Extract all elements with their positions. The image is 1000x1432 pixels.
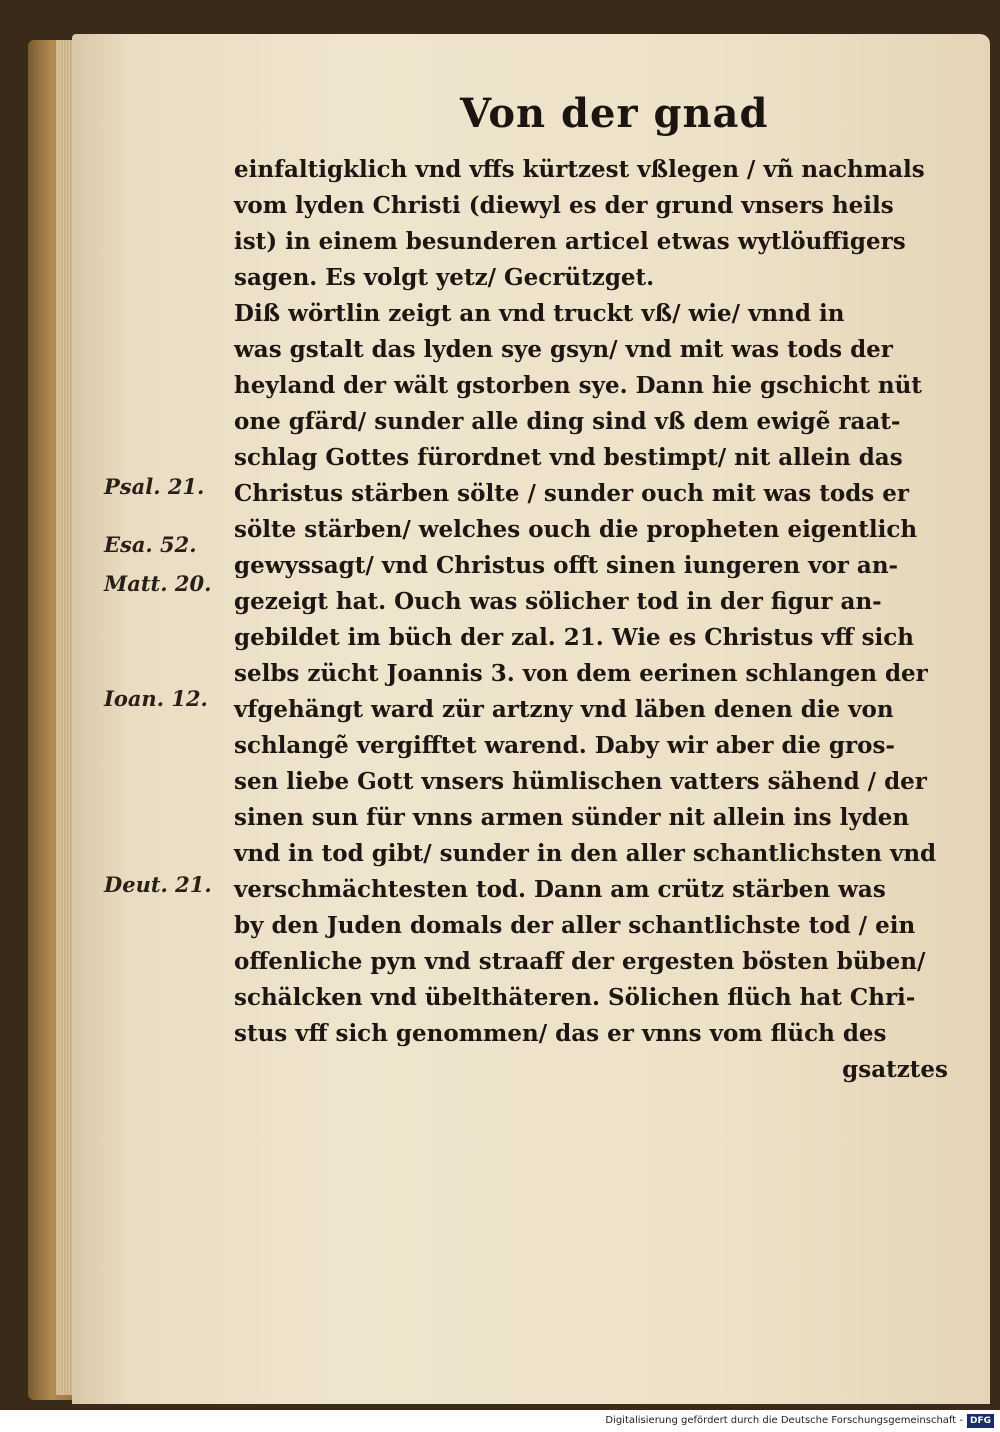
text-line: vom lyden Christi (diewyl es der grund vnsers heils bbox=[234, 192, 894, 219]
dfg-logo: DFG bbox=[967, 1414, 994, 1428]
text-line: was gstalt das lyden sye gsyn/ vnd mit was tods der bbox=[234, 336, 893, 363]
text-line: Diß wörtlin zeigt an vnd truckt vß/ wie/ vnnd in bbox=[234, 300, 845, 327]
text-line: selbs zücht Joannis 3. von dem eerinen schlangen der bbox=[234, 660, 928, 687]
text-line: gezeigt hat. Ouch was sölicher tod in der figur an- bbox=[234, 588, 882, 615]
margin-note-deuteronomy: Deut. 21. bbox=[104, 872, 212, 897]
margin-note-matthew: Matt. 20. bbox=[104, 571, 212, 596]
margin-note-john: Ioan. 12. bbox=[104, 686, 208, 711]
body-text bbox=[234, 152, 954, 1088]
text-line: vfgehängt ward zür artzny vnd läben denen die von bbox=[234, 696, 894, 723]
running-headline: Von der gnad bbox=[460, 90, 769, 137]
text-line: schlag Gottes fürordnet vnd bestimpt/ nit allein das bbox=[234, 444, 903, 471]
text-line: sen liebe Gott vnsers hümlischen vatters sähend / der bbox=[234, 768, 927, 795]
digitization-footer bbox=[0, 1410, 1000, 1431]
text-line: schälcken vnd übelthäteren. Sölichen flüch hat Chri- bbox=[234, 984, 916, 1011]
text-line: stus vff sich genommen/ das er vnns vom flüch des bbox=[234, 1020, 887, 1047]
text-line: gebildet im büch der zal. 21. Wie es Christus vff sich bbox=[234, 624, 915, 651]
text-line: gewyssagt/ vnd Christus offt sinen iungeren vor an- bbox=[234, 552, 899, 579]
text-line: schlangẽ vergifftet warend. Daby wir aber die gros- bbox=[234, 732, 895, 759]
text-line: heyland der wält gstorben sye. Dann hie gschicht nüt bbox=[234, 372, 922, 399]
margin-note-psalm: Psal. 21. bbox=[104, 474, 205, 499]
text-line: sagen. Es volgt yetz/ Gecrützget. bbox=[234, 264, 655, 291]
text-line: einfaltigklich vnd vffs kürtzest vßlegen / vñ nachmals bbox=[234, 156, 925, 183]
text-line: Christus stärben sölte / sunder ouch mit was tods er bbox=[234, 480, 910, 507]
margin-note-esaias: Esa. 52. bbox=[104, 532, 197, 557]
text-line: ist) in einem besunderen articel etwas wytlöuffigers bbox=[234, 228, 906, 255]
text-line: vnd in tod gibt/ sunder in den aller schantlichsten vnd bbox=[234, 840, 937, 867]
text-line: verschmächtesten tod. Dann am crütz stärben was bbox=[234, 876, 886, 903]
catchword: gsatztes bbox=[842, 1056, 948, 1083]
text-line: sinen sun für vnns armen sünder nit allein ins lyden bbox=[234, 804, 910, 831]
text-line: offenliche pyn vnd straaff der ergesten bösten büben/ bbox=[234, 948, 926, 975]
funding-notice: Digitalisierung gefördert durch die Deutsche Forschungsgemeinschaft - bbox=[605, 1415, 963, 1426]
text-line: one gfärd/ sunder alle ding sind vß dem ewigẽ raat- bbox=[234, 408, 901, 435]
text-line: by den Juden domals der aller schantlichste tod / ein bbox=[234, 912, 916, 939]
text-line: sölte stärben/ welches ouch die propheten eigentlich bbox=[234, 516, 918, 543]
